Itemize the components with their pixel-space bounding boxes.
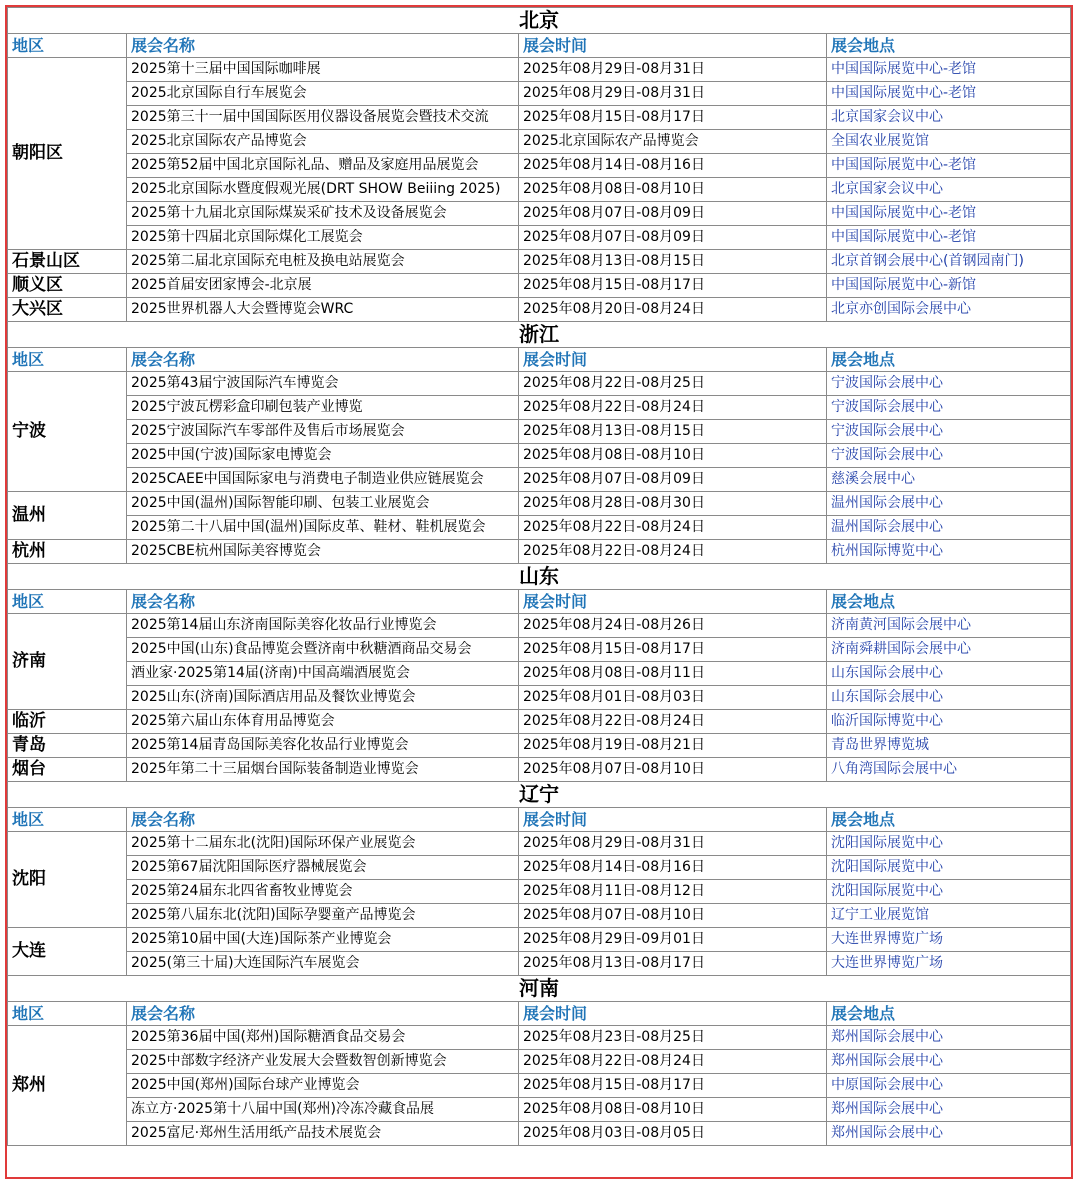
exhibition-venue-link[interactable]: 全国农业展览馆	[827, 130, 1071, 154]
exhibition-venue-link[interactable]: 郑州国际会展中心	[827, 1098, 1071, 1122]
exhibition-time-cell: 2025年08月13日-08月15日	[519, 420, 827, 444]
exhibition-time-cell: 2025年08月19日-08月21日	[519, 734, 827, 758]
exhibition-name-cell: 2025中国(温州)国际智能印刷、包装工业展览会	[127, 492, 519, 516]
exhibition-name-cell: 2025中国(山东)食品博览会暨济南中秋糖酒商品交易会	[127, 638, 519, 662]
table-row	[8, 686, 1071, 710]
exhibition-venue-link[interactable]: 温州国际会展中心	[827, 492, 1071, 516]
exhibition-venue-link[interactable]: 慈溪会展中心	[827, 468, 1071, 492]
exhibition-name-cell: 2025宁波瓦楞彩盒印刷包装产业博览	[127, 396, 519, 420]
region-cell: 杭州	[8, 540, 127, 564]
exhibition-time-cell: 2025年08月29日-09月01日	[519, 928, 827, 952]
table-row	[8, 614, 1071, 638]
table-row	[8, 372, 1071, 396]
section-title-row	[8, 8, 1071, 34]
exhibition-time-cell: 2025年08月15日-08月17日	[519, 106, 827, 130]
exhibition-venue-link[interactable]: 中国国际展览中心-老馆	[827, 154, 1071, 178]
exhibition-name-cell: 2025(第三十届)大连国际汽车展览会	[127, 952, 519, 976]
table-row	[8, 1122, 1071, 1146]
table-row	[8, 734, 1071, 758]
exhibition-time-cell: 2025年08月29日-08月31日	[519, 832, 827, 856]
exhibition-time-cell: 2025年08月20日-08月24日	[519, 298, 827, 322]
region-header: 地区	[8, 34, 127, 58]
exhibition-time-cell: 2025年08月07日-08月09日	[519, 468, 827, 492]
exhibition-time-cell: 2025年08月22日-08月24日	[519, 516, 827, 540]
exhibition-venue-link[interactable]: 沈阳国际展览中心	[827, 856, 1071, 880]
exhibition-venue-link[interactable]: 沈阳国际展览中心	[827, 880, 1071, 904]
exhibition-venue-link[interactable]: 郑州国际会展中心	[827, 1026, 1071, 1050]
exhibition-venue-link[interactable]: 中国国际展览中心-老馆	[827, 202, 1071, 226]
table-row	[8, 420, 1071, 444]
exhibition-venue-link[interactable]: 济南黄河国际会展中心	[827, 614, 1071, 638]
table-row	[8, 468, 1071, 492]
exhibition-time-cell: 2025年08月01日-08月03日	[519, 686, 827, 710]
table-row	[8, 298, 1071, 322]
region-cell: 顺义区	[8, 274, 127, 298]
exhibition-venue-link[interactable]: 沈阳国际展览中心	[827, 832, 1071, 856]
exhibition-name-cell: 2025世界机器人大会暨博览会WRC	[127, 298, 519, 322]
exhibition-name-cell: 2025第10届中国(大连)国际茶产业博览会	[127, 928, 519, 952]
region-header: 地区	[8, 348, 127, 372]
exhibition-time-cell: 2025年08月08日-08月11日	[519, 662, 827, 686]
table-row	[8, 710, 1071, 734]
region-cell: 沈阳	[8, 832, 127, 928]
region-cell: 宁波	[8, 372, 127, 492]
exhibition-time-cell: 2025年08月28日-08月30日	[519, 492, 827, 516]
exhibition-time-cell: 2025年08月24日-08月26日	[519, 614, 827, 638]
exhibition-venue-link[interactable]: 北京国家会议中心	[827, 178, 1071, 202]
exhibition-time-cell: 2025年08月13日-08月17日	[519, 952, 827, 976]
region-header: 地区	[8, 590, 127, 614]
exhibition-venue-link[interactable]: 山东国际会展中心	[827, 686, 1071, 710]
exhibition-name-cell: 2025年第二十三届烟台国际装备制造业博览会	[127, 758, 519, 782]
table-row	[8, 856, 1071, 880]
exhibition-time-cell: 2025年08月22日-08月24日	[519, 540, 827, 564]
exhibition-venue-link[interactable]: 中国国际展览中心-老馆	[827, 226, 1071, 250]
table-row	[8, 250, 1071, 274]
exhibition-time-cell: 2025年08月08日-08月10日	[519, 1098, 827, 1122]
exhibition-name-cell: 2025第三十一届中国国际医用仪器设备展览会暨技术交流	[127, 106, 519, 130]
exhibition-name-cell: 2025第十九届北京国际煤炭采矿技术及设备展览会	[127, 202, 519, 226]
exhibition-time-cell: 2025年08月08日-08月10日	[519, 178, 827, 202]
section-title: 浙江	[8, 322, 1071, 348]
table-row	[8, 1074, 1071, 1098]
section-title: 北京	[8, 8, 1071, 34]
header-row	[8, 348, 1071, 372]
exhibition-venue-link[interactable]: 青岛世界博览城	[827, 734, 1071, 758]
time-header: 展会时间	[519, 1002, 827, 1026]
exhibition-name-cell: 2025第14届山东济南国际美容化妆品行业博览会	[127, 614, 519, 638]
exhibition-time-cell: 2025年08月22日-08月24日	[519, 396, 827, 420]
region-cell: 大连	[8, 928, 127, 976]
exhibition-time-cell: 2025年08月22日-08月24日	[519, 1050, 827, 1074]
venue-header: 展会地点	[827, 34, 1071, 58]
exhibition-name-cell: 2025北京国际水暨度假观光展(DRT SHOW Beiiing 2025)	[127, 178, 519, 202]
exhibition-name-cell: 2025中国(郑州)国际台球产业博览会	[127, 1074, 519, 1098]
exhibition-time-cell: 2025年08月14日-08月16日	[519, 154, 827, 178]
region-cell: 济南	[8, 614, 127, 710]
region-header: 地区	[8, 808, 127, 832]
exhibition-name-cell: 2025中部数字经济产业发展大会暨数智创新博览会	[127, 1050, 519, 1074]
exhibition-name-cell: 2025第67届沈阳国际医疗器械展览会	[127, 856, 519, 880]
exhibition-name-cell: 2025第八届东北(沈阳)国际孕婴童产品博览会	[127, 904, 519, 928]
exhibition-venue-link[interactable]: 济南舜耕国际会展中心	[827, 638, 1071, 662]
exhibition-venue-link[interactable]: 北京国家会议中心	[827, 106, 1071, 130]
exhibition-name-cell: 2025宁波国际汽车零部件及售后市场展览会	[127, 420, 519, 444]
exhibition-venue-link[interactable]: 杭州国际博览中心	[827, 540, 1071, 564]
region-cell: 青岛	[8, 734, 127, 758]
exhibition-time-cell: 2025年08月29日-08月31日	[519, 82, 827, 106]
exhibition-venue-link[interactable]: 中原国际会展中心	[827, 1074, 1071, 1098]
region-cell: 大兴区	[8, 298, 127, 322]
exhibition-name-cell: 2025第43届宁波国际汽车博览会	[127, 372, 519, 396]
name-header: 展会名称	[127, 590, 519, 614]
table-row	[8, 396, 1071, 420]
table-row	[8, 226, 1071, 250]
exhibition-venue-link[interactable]: 宁波国际会展中心	[827, 396, 1071, 420]
exhibition-venue-link[interactable]: 辽宁工业展览馆	[827, 904, 1071, 928]
venue-header: 展会地点	[827, 1002, 1071, 1026]
name-header: 展会名称	[127, 34, 519, 58]
table-row	[8, 952, 1071, 976]
exhibition-name-cell: 2025第二十八届中国(温州)国际皮革、鞋材、鞋机展览会	[127, 516, 519, 540]
table-row	[8, 832, 1071, 856]
time-header: 展会时间	[519, 348, 827, 372]
exhibition-name-cell: 2025第二届北京国际充电桩及换电站展览会	[127, 250, 519, 274]
table-row	[8, 106, 1071, 130]
exhibition-venue-link[interactable]: 北京首钢会展中心(首钢园南门)	[827, 250, 1071, 274]
table-row	[8, 880, 1071, 904]
exhibition-name-cell: 2025第十二届东北(沈阳)国际环保产业展览会	[127, 832, 519, 856]
exhibition-name-cell: 酒业家·2025第14届(济南)中国高端酒展览会	[127, 662, 519, 686]
section-title: 辽宁	[8, 782, 1071, 808]
exhibition-venue-link[interactable]: 中国国际展览中心-老馆	[827, 58, 1071, 82]
header-row	[8, 808, 1071, 832]
table-row	[8, 1050, 1071, 1074]
exhibition-name-cell: 2025富尼·郑州生活用纸产品技术展览会	[127, 1122, 519, 1146]
exhibition-time-cell: 2025年08月15日-08月17日	[519, 1074, 827, 1098]
exhibition-name-cell: 2025第24届东北四省畜牧业博览会	[127, 880, 519, 904]
region-cell: 石景山区	[8, 250, 127, 274]
venue-header: 展会地点	[827, 808, 1071, 832]
time-header: 展会时间	[519, 808, 827, 832]
region-cell: 临沂	[8, 710, 127, 734]
table-row	[8, 540, 1071, 564]
exhibition-time-cell: 2025年08月07日-08月10日	[519, 758, 827, 782]
table-row	[8, 492, 1071, 516]
exhibition-time-cell: 2025年08月03日-08月05日	[519, 1122, 827, 1146]
exhibition-venue-link[interactable]: 大连世界博览广场	[827, 928, 1071, 952]
exhibition-venue-link[interactable]: 八角湾国际会展中心	[827, 758, 1071, 782]
exhibition-venue-link[interactable]: 宁波国际会展中心	[827, 420, 1071, 444]
section-title-row	[8, 322, 1071, 348]
name-header: 展会名称	[127, 348, 519, 372]
table-row	[8, 130, 1071, 154]
exhibition-name-cell: 2025中国(宁波)国际家电博览会	[127, 444, 519, 468]
table-row	[8, 178, 1071, 202]
header-row	[8, 34, 1071, 58]
time-header: 展会时间	[519, 34, 827, 58]
table-row	[8, 154, 1071, 178]
table-row	[8, 1026, 1071, 1050]
table-row	[8, 202, 1071, 226]
exhibition-time-cell: 2025年08月23日-08月25日	[519, 1026, 827, 1050]
exhibition-venue-link[interactable]: 宁波国际会展中心	[827, 444, 1071, 468]
exhibition-name-cell: 2025第52届中国北京国际礼品、赠品及家庭用品展览会	[127, 154, 519, 178]
exhibition-venue-link[interactable]: 温州国际会展中心	[827, 516, 1071, 540]
region-cell: 郑州	[8, 1026, 127, 1146]
exhibition-venue-link[interactable]: 山东国际会展中心	[827, 662, 1071, 686]
table-row	[8, 928, 1071, 952]
exhibition-name-cell: 冻立方·2025第十八届中国(郑州)冷冻冷藏食品展	[127, 1098, 519, 1122]
exhibition-time-cell: 2025年08月15日-08月17日	[519, 274, 827, 298]
name-header: 展会名称	[127, 1002, 519, 1026]
exhibition-name-cell: 2025山东(济南)国际酒店用品及餐饮业博览会	[127, 686, 519, 710]
table-row	[8, 516, 1071, 540]
venue-header: 展会地点	[827, 590, 1071, 614]
exhibition-venue-link[interactable]: 大连世界博览广场	[827, 952, 1071, 976]
exhibition-name-cell: 2025第十四届北京国际煤化工展览会	[127, 226, 519, 250]
header-row	[8, 590, 1071, 614]
exhibition-time-cell: 2025年08月22日-08月24日	[519, 710, 827, 734]
exhibition-time-cell: 2025年08月07日-08月10日	[519, 904, 827, 928]
exhibition-venue-link[interactable]: 临沂国际博览中心	[827, 710, 1071, 734]
exhibition-time-cell: 2025北京国际农产品博览会	[519, 130, 827, 154]
exhibition-name-cell: 2025第14届青岛国际美容化妆品行业博览会	[127, 734, 519, 758]
exhibition-time-cell: 2025年08月13日-08月15日	[519, 250, 827, 274]
region-cell: 朝阳区	[8, 58, 127, 250]
region-header: 地区	[8, 1002, 127, 1026]
region-cell: 温州	[8, 492, 127, 540]
exhibition-name-cell: 2025CBE杭州国际美容博览会	[127, 540, 519, 564]
table-row	[8, 662, 1071, 686]
table-row	[8, 274, 1071, 298]
exhibition-schedule-sheet	[5, 5, 1073, 1179]
exhibition-name-cell: 2025CAEE中国国际家电与消费电子制造业供应链展览会	[127, 468, 519, 492]
region-cell: 烟台	[8, 758, 127, 782]
exhibition-time-cell: 2025年08月07日-08月09日	[519, 202, 827, 226]
table-row	[8, 758, 1071, 782]
exhibition-name-cell: 2025第36届中国(郑州)国际糖酒食品交易会	[127, 1026, 519, 1050]
exhibition-name-cell: 2025第十三届中国国际咖啡展	[127, 58, 519, 82]
table-row	[8, 904, 1071, 928]
exhibition-time-cell: 2025年08月14日-08月16日	[519, 856, 827, 880]
exhibition-time-cell: 2025年08月11日-08月12日	[519, 880, 827, 904]
exhibition-time-cell: 2025年08月15日-08月17日	[519, 638, 827, 662]
exhibition-time-cell: 2025年08月07日-08月09日	[519, 226, 827, 250]
section-title-row	[8, 976, 1071, 1002]
exhibition-venue-link[interactable]: 郑州国际会展中心	[827, 1122, 1071, 1146]
table-row	[8, 638, 1071, 662]
exhibition-name-cell: 2025北京国际自行车展览会	[127, 82, 519, 106]
section-title: 山东	[8, 564, 1071, 590]
exhibition-time-cell: 2025年08月22日-08月25日	[519, 372, 827, 396]
exhibition-name-cell: 2025首届安团家博会-北京展	[127, 274, 519, 298]
exhibition-venue-link[interactable]: 郑州国际会展中心	[827, 1050, 1071, 1074]
name-header: 展会名称	[127, 808, 519, 832]
header-row	[8, 1002, 1071, 1026]
exhibition-venue-link[interactable]: 北京亦创国际会展中心	[827, 298, 1071, 322]
exhibition-table	[7, 7, 1071, 1146]
table-row	[8, 82, 1071, 106]
exhibition-venue-link[interactable]: 中国国际展览中心-新馆	[827, 274, 1071, 298]
table-row	[8, 444, 1071, 468]
exhibition-venue-link[interactable]: 中国国际展览中心-老馆	[827, 82, 1071, 106]
exhibition-venue-link[interactable]: 宁波国际会展中心	[827, 372, 1071, 396]
exhibition-name-cell: 2025北京国际农产品博览会	[127, 130, 519, 154]
section-title-row	[8, 564, 1071, 590]
time-header: 展会时间	[519, 590, 827, 614]
table-row	[8, 1098, 1071, 1122]
table-row	[8, 58, 1071, 82]
section-title-row	[8, 782, 1071, 808]
section-title: 河南	[8, 976, 1071, 1002]
exhibition-name-cell: 2025第六届山东体育用品博览会	[127, 710, 519, 734]
exhibition-time-cell: 2025年08月08日-08月10日	[519, 444, 827, 468]
exhibition-time-cell: 2025年08月29日-08月31日	[519, 58, 827, 82]
venue-header: 展会地点	[827, 348, 1071, 372]
